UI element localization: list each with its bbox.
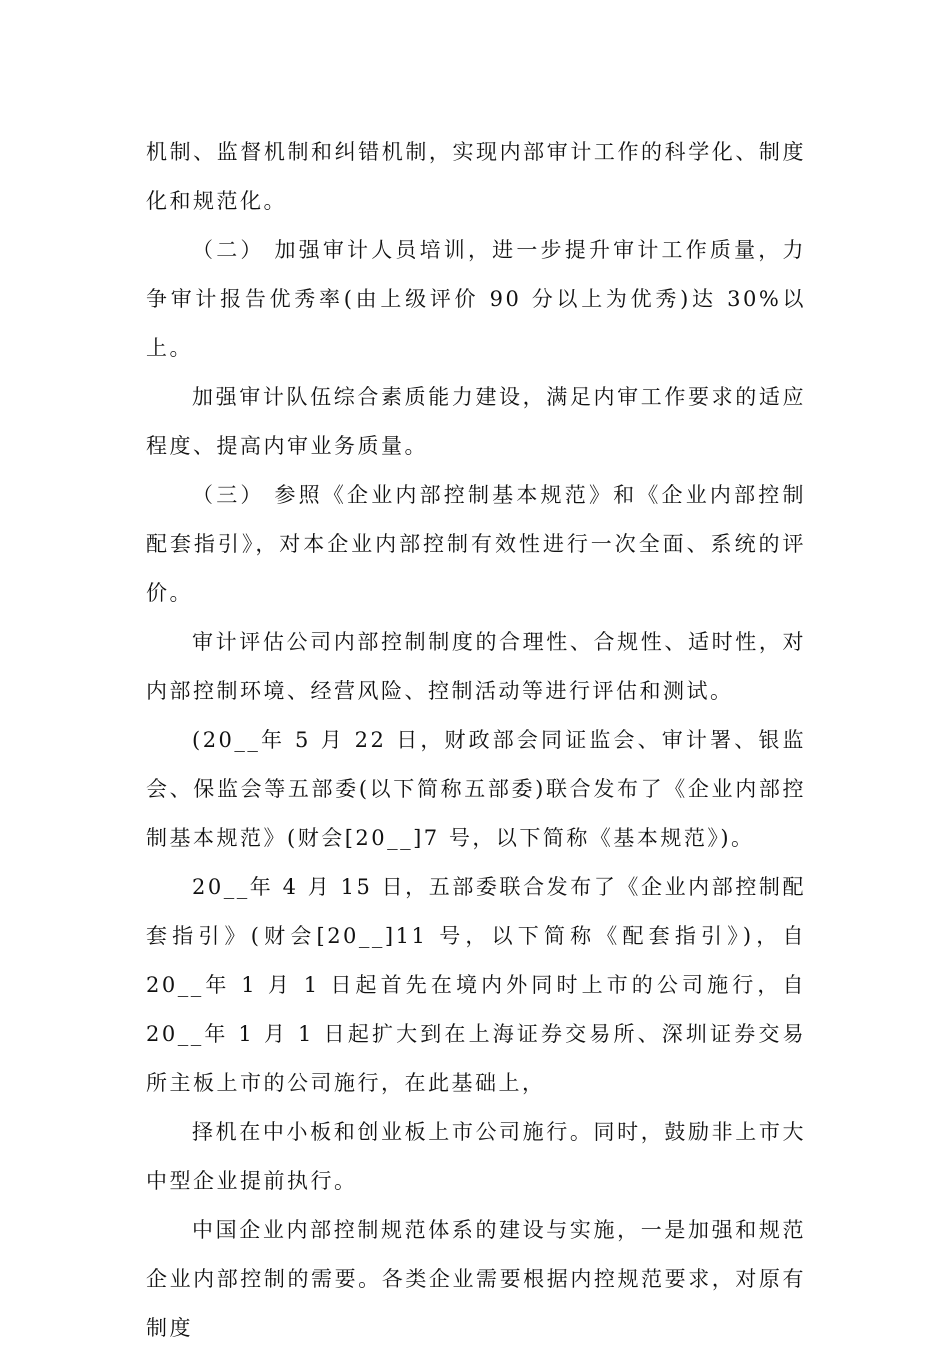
paragraph-6: (20__年 5 月 22 日，财政部会同证监会、审计署、银监会、保监会等五部委(以下简称五部委)联合发布了《企业内部控制基本规范》(财会[20__]7 号，以下简称《基本规范》)。 [146,728,806,850]
paragraph-3: 加强审计队伍综合素质能力建设，满足内审工作要求的适应程度、提高内审业务质量。 [146,385,806,458]
paragraph-5: 审计评估公司内部控制制度的合理性、合规性、适时性，对内部控制环境、经营风险、控制活动等进行评估和测试。 [146,630,806,703]
document-page [146,128,806,1353]
paragraph-8: 择机在中小板和创业板上市公司施行。同时，鼓励非上市大中型企业提前执行。 [146,1120,806,1193]
paragraph-4: （三） 参照《企业内部控制基本规范》和《企业内部控制配套指引》，对本企业内部控制有效性进行一次全面、系统的评价。 [146,483,806,605]
paragraph-1: 机制、监督机制和纠错机制，实现内部审计工作的科学化、制度化和规范化。 [146,140,806,213]
paragraph-7: 20__年 4 月 15 日，五部委联合发布了《企业内部控制配套指引》(财会[20__]11 号，以下简称《配套指引》)，自 20__年 1 月 1 日起首先在境内外同时上市的公司施行，自 20__年 1 月 1 日起扩大到在上海证券交易所、深圳证券交易所主板上市的公司施行，在此基础上， [146,875,806,1095]
paragraph-9: 中国企业内部控制规范体系的建设与实施，一是加强和规范企业内部控制的需要。各类企业需要根据内控规范要求，对原有制度 [146,1218,806,1340]
paragraph-2: （二） 加强审计人员培训，进一步提升审计工作质量，力争审计报告优秀率(由上级评价 90 分以上为优秀)达 30%以上。 [146,238,806,360]
